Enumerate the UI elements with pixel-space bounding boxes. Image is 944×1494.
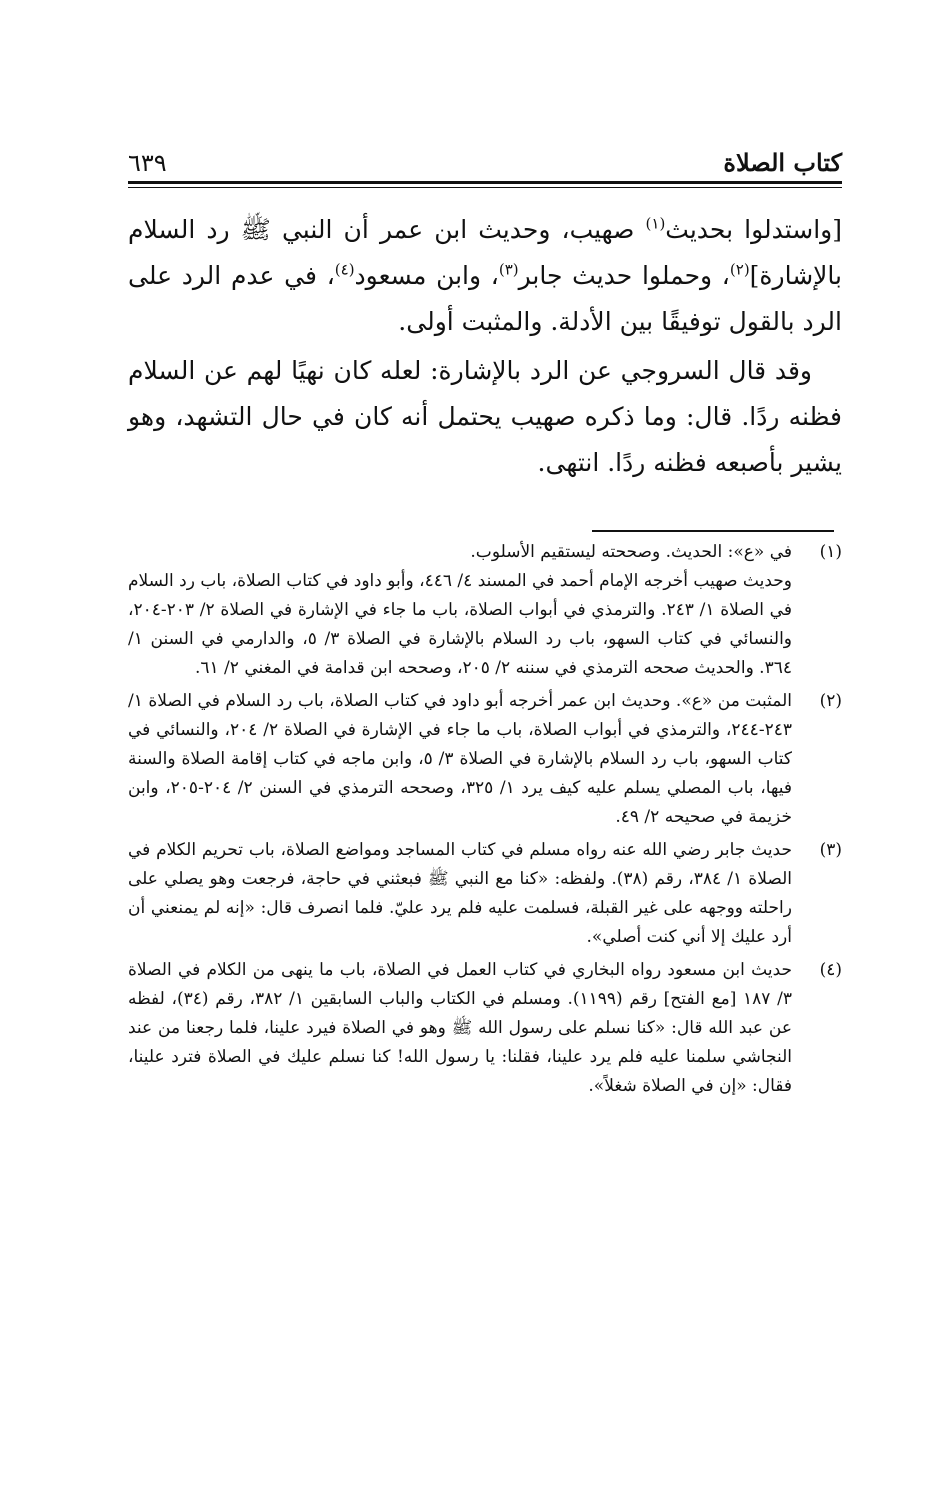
footnote-1 xyxy=(128,538,842,683)
footnote-ref-2: (٢) xyxy=(729,260,750,279)
footnote-text: حديث ابن مسعود رواه البخاري في كتاب العمل في الصلاة، باب ما ينهى من الكلام في الصلاة ٣/ ١٨٧ [مع الفتح] رقم (١١٩٩). ومسلم في الكتاب والباب السابقين ١/ ٣٨٢، رقم (٣٤)، لفظه عن عبد الله قال: «كنا نسلم على رسول الله ﷺ وهو في الصلاة فيرد علينا، فلما رجعنا من عند النجاشي سلمنا عليه فلم يرد علينا، فقلنا: يا رسول الله! كنا نسلم عليك في الصلاة فترد علينا، فقال: «إن في الصلاة شغلاً». xyxy=(128,960,792,1096)
footnote-number: (٢) xyxy=(819,691,842,711)
footnote-number: (٤) xyxy=(819,960,842,980)
paragraph-1: [واستدلوا بحديث$^{(١)}$ صهيب، وحديث ابن عمر أن النبي ﷺ رد السلام بالإشارة]$^{(٢)}$، وحملوا حديث جابر$^{(٣)}$، وابن مسعود$^{(٤)}$، في عدم الرد على الرد بالقول توفيقًا بين الأدلة. والمثبت أولى. xyxy=(128,214,842,336)
footnote-separator xyxy=(592,530,834,532)
footnote-text: في «ع»: الحديث. وصححته ليستقيم الأسلوب. xyxy=(470,542,792,562)
paragraph-2: وقد قال السروجي عن الرد بالإشارة: لعله كان نهيًا لهم عن السلام فظنه ردًا. قال: وما ذكره صهيب يحتمل أنه كان في حال التشهد، وهو يشير بأصبعه فظنه ردًا. انتهى. xyxy=(128,356,842,477)
footnote-number: (٣) xyxy=(819,840,842,860)
footnote-text: وحديث صهيب أخرجه الإمام أحمد في المسند ٤/ ٤٤٦، وأبو داود في كتاب الصلاة، باب رد السلام في الصلاة ١/ ٢٤٣. والترمذي في أبواب الصلاة، باب ما جاء في الإشارة في الصلاة ٢/ ٢٠٣-٢٠٤، والنسائي في كتاب السهو، باب رد السلام بالإشارة في الصلاة ٣/ ٥، والدارمي في السنن ١/ ٣٦٤. والحديث صححه الترمذي في سننه ٢/ ٢٠٥، وصححه ابن قدامة في المغني ٢/ ٦١. xyxy=(128,571,793,678)
page-number: ٦٣٩ xyxy=(128,149,167,177)
page-header xyxy=(128,142,842,178)
header-rule-thin xyxy=(128,187,842,188)
footnote-2 xyxy=(128,687,842,832)
header-rule-thick xyxy=(128,181,842,184)
footnote-ref-3: (٣) xyxy=(498,260,519,279)
main-text xyxy=(128,207,842,486)
footnote-text: حديث جابر رضي الله عنه رواه مسلم في كتاب المساجد ومواضع الصلاة، باب تحريم الكلام في الصلاة ١/ ٣٨٤، رقم (٣٨). ولفظه: «كنا مع النبي ﷺ فبعثني في حاجة، فرجعت وهو يصلي على راحلته ووجهه على غير القبلة، فسلمت عليه فلم يرد عليّ. فلما انصرف قال: «إنه لم يمنعني أن أرد عليك إلا أني كنت أصلي». xyxy=(128,840,792,947)
chapter-title: كتاب الصلاة xyxy=(723,148,842,177)
footnote-3 xyxy=(128,836,842,952)
footnote-4 xyxy=(128,956,842,1101)
footnote-text: المثبت من «ع». وحديث ابن عمر أخرجه أبو داود في كتاب الصلاة، باب رد السلام في الصلاة ١/ ٢٤٣-٢٤٤، والترمذي في أبواب الصلاة، باب ما جاء في الإشارة في الصلاة ٢/ ٢٠٤، والنسائي في كتاب السهو، باب رد السلام بالإشارة في الصلاة ٣/ ٥، وابن ماجه في كتاب إقامة الصلاة والسنة فيها، باب المصلي يسلم عليه كيف يرد ١/ ٣٢٥، وصححه الترمذي في السنن ٢/ ٢٠٤-٢٠٥، وابن خزيمة في صحيحه ٢/ ٤٩. xyxy=(128,691,793,827)
footnote-number: (١) xyxy=(819,542,842,562)
footnote-ref-1: (١) xyxy=(645,214,666,233)
footnotes xyxy=(128,538,842,1105)
footnote-ref-4: (٤) xyxy=(334,260,355,279)
